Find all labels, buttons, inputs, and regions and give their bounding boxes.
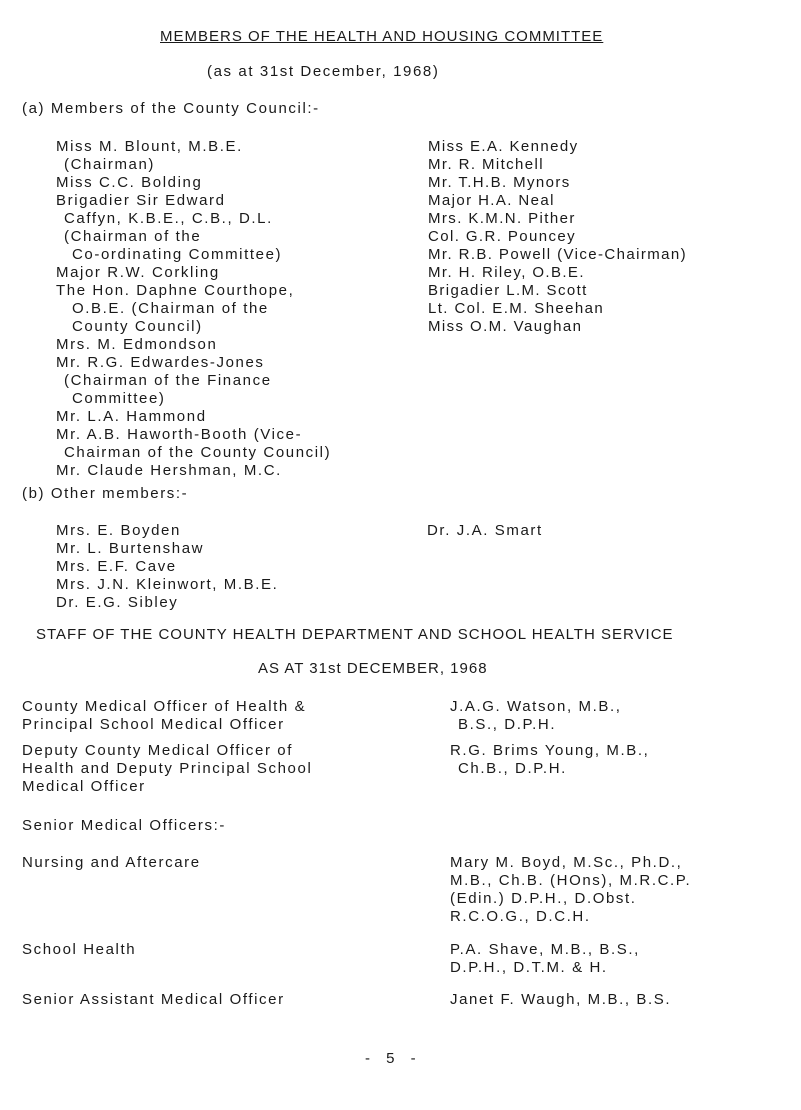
member-entry: Mr. R.G. Edwardes-Jones [56,354,265,371]
member-entry: Mrs. J.N. Kleinwort, M.B.E. [56,576,279,593]
school-role: School Health [22,941,137,958]
section-b-left-column [56,522,278,612]
name-line: R.C.O.G., D.C.H. [450,908,591,925]
name-line: P.A. Shave, M.B., B.S., [450,941,640,958]
member-entry: (Chairman of the Finance [64,372,272,389]
committee-date: (as at 31st December, 1968) [207,63,440,80]
member-entry: Mr. Claude Hershman, M.C. [56,462,282,479]
page-number: - 5 - [365,1050,422,1067]
member-entry: Mrs. M. Edmondson [56,336,218,353]
member-entry: (Chairman of the [64,228,202,245]
role-line: Health and Deputy Principal School [22,760,313,777]
member-entry: Mr. R. Mitchell [428,156,545,173]
member-entry: Chairman of the County Council) [64,444,332,461]
member-entry: Major H.A. Neal [428,192,555,209]
assistant-role: Senior Assistant Medical Officer [22,991,285,1008]
member-entry: Miss O.M. Vaughan [428,318,583,335]
role-line: Principal School Medical Officer [22,716,285,733]
name-line: R.G. Brims Young, M.B., [450,742,650,759]
member-entry: Committee) [72,390,166,407]
staff-title: STAFF OF THE COUNTY HEALTH DEPARTMENT AND SCHOOL HEALTH SERVICE [36,626,674,643]
member-entry: O.B.E. (Chairman of the [72,300,269,317]
member-entry: Co-ordinating Committee) [72,246,283,263]
committee-title: MEMBERS OF THE HEALTH AND HOUSING COMMITTEE [160,28,604,45]
deputy-name [450,742,649,778]
deputy-role [22,742,312,796]
member-entry: Mrs. E. Boyden [56,522,181,539]
member-entry: Mr. A.B. Haworth-Booth (Vice- [56,426,303,443]
member-entry: Col. G.R. Pouncey [428,228,577,245]
name-line: M.B., Ch.B. (HOns), M.R.C.P. [450,872,692,889]
member-entry: Miss E.A. Kennedy [428,138,579,155]
name-line: J.A.G. Watson, M.B., [450,698,622,715]
member-entry: County Council) [72,318,203,335]
name-line: Ch.B., D.P.H. [458,760,567,777]
member-entry: The Hon. Daphne Courthope, [56,282,295,299]
section-b-right-column [427,522,543,540]
member-entry: Miss C.C. Bolding [56,174,203,191]
nursing-name [450,854,691,926]
member-entry: Lt. Col. E.M. Sheehan [428,300,605,317]
member-entry: (Chairman) [64,156,156,173]
member-entry: Mr. L. Burtenshaw [56,540,205,557]
member-entry: Miss M. Blount, M.B.E. [56,138,243,155]
name-line: D.P.H., D.T.M. & H. [450,959,608,976]
senior-label: Senior Medical Officers:- [22,817,226,834]
school-name [450,941,640,977]
assistant-name: Janet F. Waugh, M.B., B.S. [450,991,672,1008]
role-line: Medical Officer [22,778,146,795]
member-entry: Mrs. K.M.N. Pither [428,210,576,227]
member-entry: Mr. L.A. Hammond [56,408,207,425]
name-line: (Edin.) D.P.H., D.Obst. [450,890,637,907]
section-b-label: (b) Other members:- [22,485,189,502]
staff-date: AS AT 31st DECEMBER, 1968 [258,660,488,677]
name-line: B.S., D.P.H. [458,716,557,733]
role-line: County Medical Officer of Health & [22,698,307,715]
member-entry: Caffyn, K.B.E., C.B., D.L. [64,210,273,227]
member-entry: Mr. R.B. Powell (Vice-Chairman) [428,246,688,263]
member-entry: Brigadier L.M. Scott [428,282,588,299]
member-entry: Mr. T.H.B. Mynors [428,174,571,191]
member-entry: Dr. E.G. Sibley [56,594,179,611]
member-entry: Major R.W. Corkling [56,264,220,281]
nursing-role: Nursing and Aftercare [22,854,201,871]
section-a-left-column [56,138,331,480]
member-entry: Mrs. E.F. Cave [56,558,177,575]
member-entry: Mr. H. Riley, O.B.E. [428,264,585,281]
cmo-role [22,698,306,734]
section-a-label: (a) Members of the County Council:- [22,100,320,117]
member-entry: Brigadier Sir Edward [56,192,226,209]
member-entry: Dr. J.A. Smart [427,522,543,539]
role-line: Deputy County Medical Officer of [22,742,294,759]
name-line: Mary M. Boyd, M.Sc., Ph.D., [450,854,683,871]
cmo-name [450,698,621,734]
section-a-right-column [428,138,687,336]
